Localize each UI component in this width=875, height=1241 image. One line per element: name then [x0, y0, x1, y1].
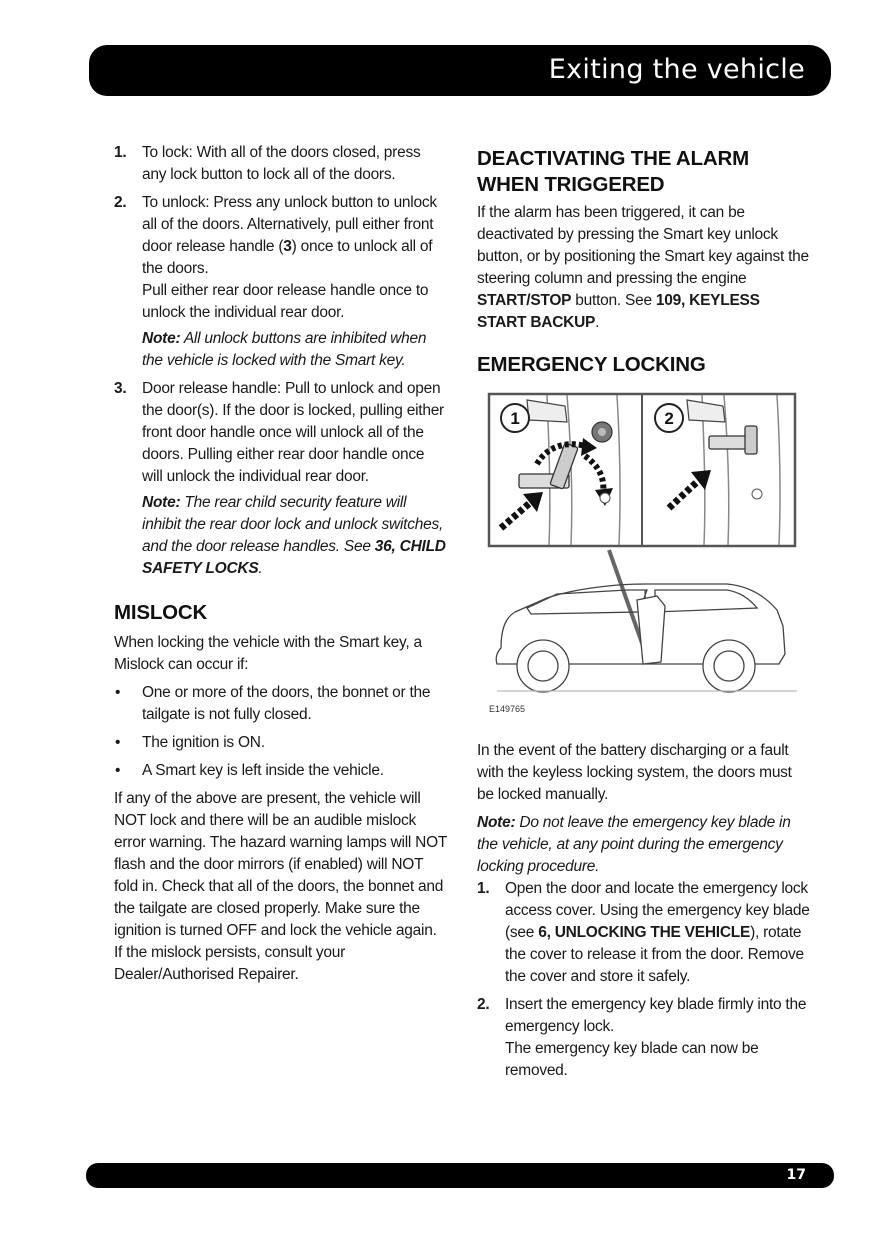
car-side-view [496, 584, 797, 692]
step-text: Insert the emergency key blade firmly into the emergency lock. [505, 996, 807, 1035]
bullet: • [115, 684, 121, 701]
step-text: Open the door and locate the emergency lock access cover. Using the emergency key blade (see 6, UNLOCKING THE VEHICLE), rotate the cover to release it from the door. Remove the cover and store it safely. [505, 880, 810, 985]
emergency-step-1 [477, 878, 811, 988]
car-door-illustration [487, 386, 807, 726]
right-column [477, 142, 811, 1088]
page-title: Exiting the vehicle [548, 54, 805, 85]
mislock-heading: MISLOCK [114, 601, 208, 624]
page-number: 17 [786, 1167, 806, 1183]
figure-label-1: 1 [510, 409, 520, 428]
step-text-continued: The emergency key blade can now be removed. [505, 1040, 759, 1079]
figure-code: E149765 [489, 704, 526, 714]
step-text: To lock: With all of the doors closed, press any lock button to lock all of the doors. [142, 144, 421, 183]
child-safety-locks-link[interactable]: 36, CHILD SAFETY LOCKS [142, 538, 446, 577]
keyless-start-backup-link[interactable]: 109, KEYLESS START BACKUP [477, 292, 760, 331]
list-item: • A Smart key is left inside the vehicle. [114, 760, 447, 782]
step-number: 1. [114, 144, 127, 161]
list-item: • One or more of the doors, the bonnet or the tailgate is not fully closed. [115, 684, 431, 723]
step-1 [114, 142, 447, 186]
emergency-step-2 [477, 994, 811, 1082]
left-column [114, 142, 447, 992]
mislock-body: If any of the above are present, the vehicle will NOT lock and there will be an audible mislock error warning. The hazard warning lamps will NOT flash and the door mirrors (if enabled) will NOT fold in. Check that all of the doors, the bonnet and the tailgate are closed properly. Make sure the ignition is turned OFF and lock the vehicle again. If the mislock persists, consult your Dealer/Authorised Repairer. [114, 790, 447, 983]
note: Note: All unlock buttons are inhibited when the vehicle is locked with the Smart key. [142, 330, 427, 369]
emergency-intro: In the event of the battery discharging or a fault with the keyless locking system, the doors must be locked manually. [477, 742, 792, 803]
step-number: 2. [477, 996, 490, 1013]
bullet: • [115, 734, 121, 751]
note: Note: The rear child security feature will inhibit the rear door lock and unlock switches, and the door release handles. See 36, CHILD SAFETY LOCKS. [142, 494, 446, 577]
emergency-note: Note: Do not leave the emergency key blade in the vehicle, at any point during the emergency locking procedure. [477, 814, 791, 875]
step-2 [114, 192, 447, 372]
mislock-intro: When locking the vehicle with the Smart key, a Mislock can occur if: [114, 634, 422, 673]
emergency-locking-heading: EMERGENCY LOCKING [477, 353, 706, 376]
header-bar [89, 45, 831, 96]
step-text: Door release handle: Pull to unlock and open the door(s). If the door is locked, pulling either front door handle once will unlock all of the doors. Pulling either rear door handle once will unlock the individual rear door. [142, 380, 444, 485]
footer-bar [86, 1163, 834, 1188]
alarm-heading: DEACTIVATING THE ALARM WHEN TRIGGERED [477, 147, 749, 196]
figure-label-2: 2 [664, 409, 674, 428]
step-text: To unlock: Press any unlock button to unlock all of the doors. Alternatively, pull either front door release handle (3) once to unlock all of the doors. [142, 194, 437, 277]
list-item: • The ignition is ON. [114, 732, 447, 754]
step-number: 3. [114, 380, 127, 397]
bullet: • [115, 762, 121, 779]
alarm-text: If the alarm has been triggered, it can be deactivated by pressing the Smart key unlock button, or by positioning the Smart key against the steering column and pressing the engine START/STOP button. See 109, KEYLESS START BACKUP. [477, 204, 809, 331]
unlocking-the-vehicle-link[interactable]: 6, UNLOCKING THE VEHICLE [538, 924, 751, 941]
step-3 [114, 378, 447, 580]
step-number: 2. [114, 194, 127, 211]
step-number: 1. [477, 880, 490, 897]
emergency-locking-figure [487, 386, 807, 726]
step-text-continued: Pull either rear door release handle once to unlock the individual rear door. [142, 282, 429, 321]
